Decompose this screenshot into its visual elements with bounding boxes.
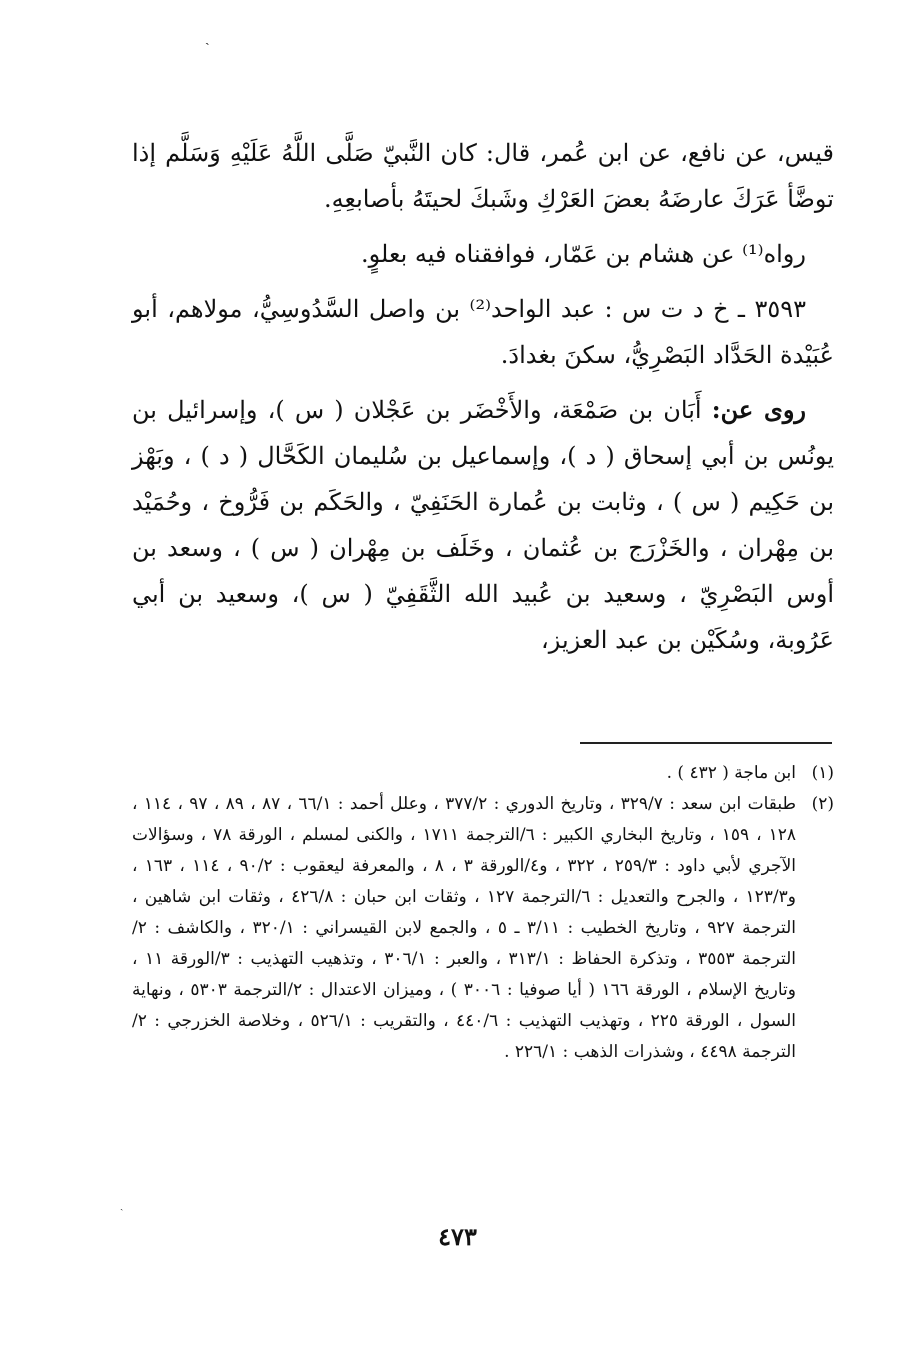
main-text xyxy=(132,130,834,672)
page-number: ٤٧٣ xyxy=(438,1222,477,1251)
paragraph-entry-header: ٣٥٩٣ ـ خ د ت س : عبد الواحد⁽²⁾ بن واصل السَّدُوسِيُّ، مولاهم، أبو عُبَيْدة الحَدَّاد البَصْرِيُّ، سكنَ بغدادَ. xyxy=(132,295,834,369)
narrated-from-text: أَبَان بن صَمْعَة، والأَخْضَر بن عَجْلان ( س )، وإسرائيل بن يونُس بن أبي إسحاق ( د )، وإسماعيل بن سُليمان الكَحَّال ( د ) ، وبَهْز بن حَكِيم ( س ) ، وثابت بن عُمارة الحَنَفِيّ ، والحَكَم بن فَرُّوخ ، وحُمَيْد بن مِهْران ، والخَزْرَج بن عُثمان ، وخَلَف بن مِهْران ( س ) ، وسعد بن أوس البَصْرِيّ ، وسعيد بن عُبيد الله الثَّقَفِيّ ( س )، وسعيد بن أبي عَرُوبة، وسُكَيْن بن عبد العزيز، xyxy=(132,396,835,654)
footnote xyxy=(132,789,834,1068)
paragraph-narrated-from xyxy=(132,387,834,663)
footnote-text: ابن ماجة ( ٤٣٢ ) . xyxy=(666,763,796,783)
scan-speck: ˏ xyxy=(205,30,210,46)
scan-speck: ˎ xyxy=(120,1200,124,1211)
paragraph-hadith: قيس، عن نافع، عن ابن عُمر، قال: كان النَّبيّ صَلَّى اللَّهُ عَلَيْهِ وَسَلَّم إذا توضَّأ عَرَكَ عارضَهُ بعضَ العَرْكِ وشَبكَ لحيتَهُ بأصابعِهِ. xyxy=(132,139,834,213)
footnote-number: (١) xyxy=(811,763,834,783)
narrated-from-label: روى عن: xyxy=(711,395,807,424)
footnote xyxy=(132,758,834,789)
footnote-number: (٢) xyxy=(811,794,834,814)
footnotes xyxy=(132,758,834,1068)
paragraph-riwaya: رواه⁽¹⁾ عن هشام بن عَمّار، فوافقناه فيه بعلوٍ. xyxy=(361,240,806,268)
footnote-text: طبقات ابن سعد : ٣٢٩/٧ ، وتاريخ الدوري : ٣٧٧/٢ ، وعلل أحمد : ٦٦/١ ، ٨٧ ، ٨٩ ، ٩٧ ، ١١٤ ، ١٢٨ ، ١٥٩ ، وتاريخ البخاري الكبير : ٦/الترجمة ١٧١١ ، والكنى لمسلم ، الورقة ٧٨ ، وسؤالات الآجري لأبي داود : ٢٥٩/٣ ، ٣٢٢ ، و٤/الورقة ٣ ، ٨ ، والمعرفة ليعقوب : ٩٠/٢ ، ١١٤ ، ١٦٣ ، و١٢٣/٣ ، والجرح والتعديل : ٦/الترجمة ١٢٧ ، وثقات ابن حبان : ٤٢٦/٨ ، وثقات ابن شاهين ، الترجمة ٩٢٧ ، وتاريخ الخطيب : ٣/١١ ـ ٥ ، والجمع لابن القيسراني : ٣٢٠/١ ، والكاشف : ٢/الترجمة ٣٥٥٣ ، وتذكرة الحفاظ : ٣١٣/١ ، والعبر : ٣٠٦/١ ، وتذهيب التهذيب : ٣/الورقة ١١ ، وتاريخ الإسلام ، الورقة ١٦٦ ( أيا صوفيا : ٣٠٠٦ ) ، وميزان الاعتدال : ٢/الترجمة ٥٣٠٣ ، ونهاية السول ، الورقة ٢٢٥ ، وتهذيب التهذيب : ٤٤٠/٦ ، والتقريب : ٥٢٦/١ ، وخلاصة الخزرجي : ٢/الترجمة ٤٤٩٨ ، وشذرات الذهب : ٢٢٦/١ . xyxy=(132,794,797,1062)
footnote-separator xyxy=(580,742,832,744)
